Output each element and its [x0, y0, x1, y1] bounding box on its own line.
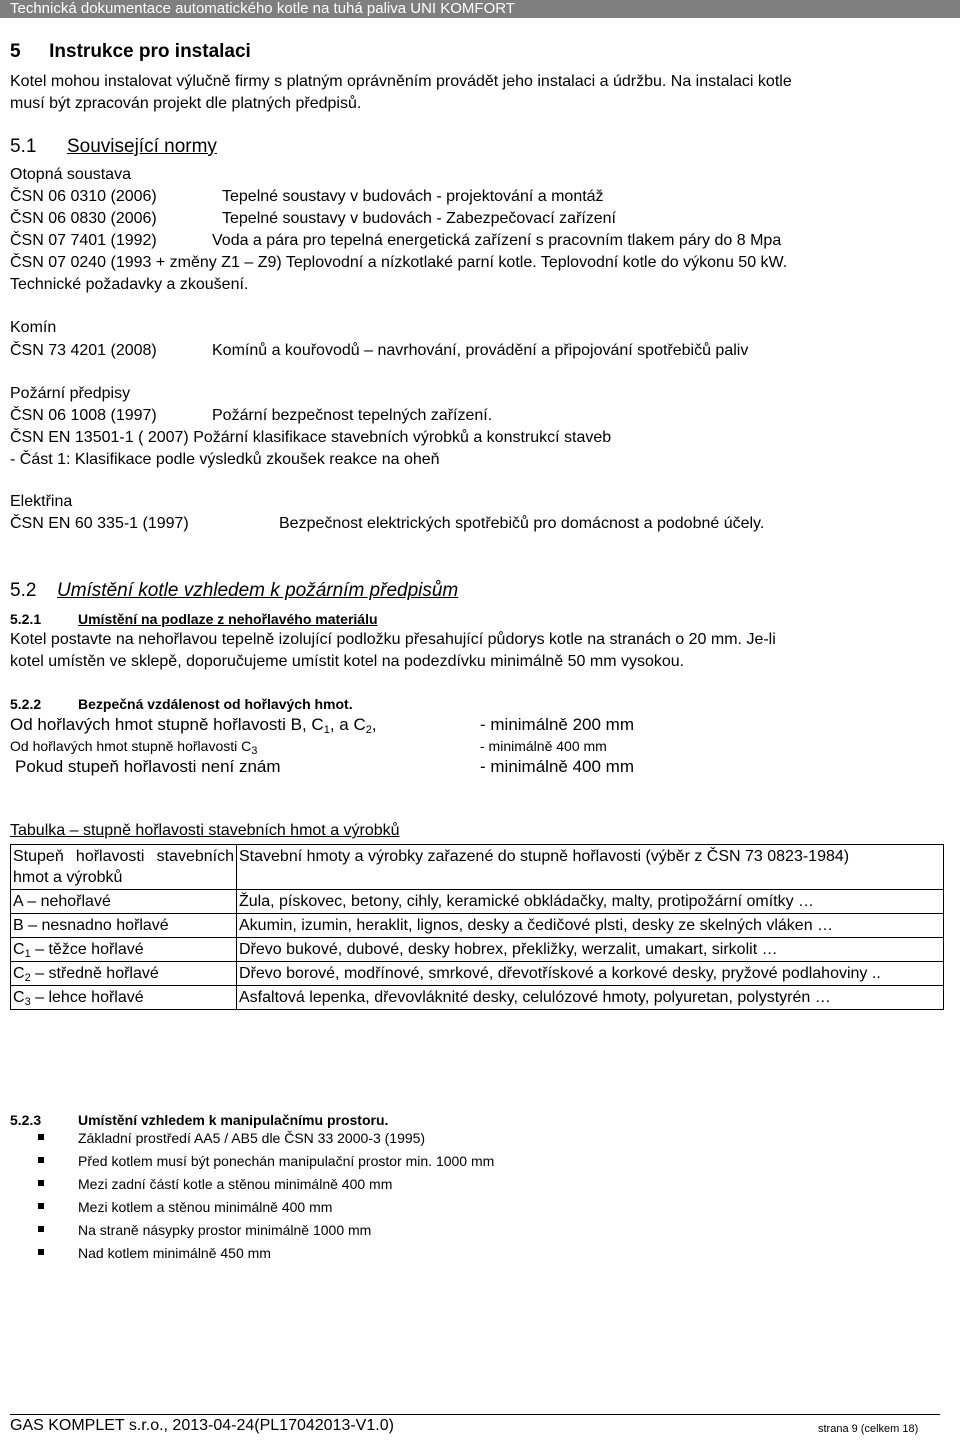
norm-desc: Tepelné soustavy v budovách - Zabezpečovací zařízení	[222, 210, 616, 227]
list-item: Mezi zadní částí kotle a stěnou minimálně 400 mm	[78, 1176, 393, 1192]
table-header-row	[11, 845, 944, 890]
norm-row	[10, 231, 781, 251]
section-5-2-1-title: Umístění na podlaze z nehořlavého materiálu	[78, 611, 378, 627]
grade-text: – lehce hořlavé	[30, 989, 144, 1006]
list-item: Nad kotlem minimálně 450 mm	[78, 1245, 271, 1261]
section-5-2-3-number: 5.2.3	[10, 1112, 42, 1128]
section-5-para-line2: musí být zpracován projekt dle platných předpisů.	[10, 95, 362, 112]
footer-page-number: strana 9 (celkem 18)	[818, 1423, 919, 1435]
section-5-2-2-title: Bezpečná vzdálenost od hořlavých hmot.	[78, 696, 353, 712]
square-bullet-icon	[38, 1134, 44, 1140]
grade-cell	[11, 938, 237, 962]
footer-company: GAS KOMPLET s.r.o., 2013-04-24(PL17042013-V1.0)	[10, 1417, 394, 1434]
flammability-table	[10, 844, 944, 1010]
distance-text: , a C	[329, 715, 366, 734]
grade-cell	[11, 986, 237, 1010]
norm-desc: Požární bezpečnost tepelných zařízení.	[212, 407, 493, 424]
norm-code: ČSN 07 7401 (1992)	[10, 232, 157, 249]
section-5-2-1-number: 5.2.1	[10, 611, 42, 627]
norm-code: ČSN 06 0310 (2006)	[10, 188, 157, 205]
grade-cell: B – nesnadno hořlavé	[11, 914, 237, 938]
subscript: 2	[365, 724, 372, 736]
section-5-1-heading	[10, 135, 217, 159]
table-row	[11, 986, 944, 1010]
section-5-heading	[10, 40, 251, 64]
grade-letter: C	[13, 989, 25, 1006]
norm-desc: Komínů a kouřovodů – navrhování, provádění a připojování spotřebičů paliv	[212, 342, 749, 359]
table-header-materials: Stavební hmoty a výrobky zařazené do stupně hořlavosti (výběr z ČSN 73 0823-1984)	[237, 845, 944, 890]
distance-row-3: Pokud stupeň hořlavosti není znám	[15, 757, 281, 776]
materials-cell: Žula, pískovec, betony, cihly, keramické obkládačky, malty, protipožární omítky …	[237, 890, 944, 914]
s521-line2: kotel umístěn ve sklepě, doporučujeme umístit kotel na podezdívku minimálně 50 mm vysokou.	[10, 653, 685, 670]
section-5-2-1-heading	[10, 610, 378, 628]
elektrina-label: Elektřina	[10, 493, 73, 510]
section-5-2-3-title: Umístění vzhledem k manipulačnímu prostoru.	[78, 1112, 389, 1128]
section-5-1-title: Související normy	[66, 136, 217, 157]
square-bullet-icon	[38, 1180, 44, 1186]
norm-row	[10, 209, 616, 229]
section-5-title: Instrukce pro instalaci	[49, 41, 251, 62]
elektrina-row	[10, 514, 764, 534]
materials-cell: Dřevo bukové, dubové, desky hobrex, překližky, werzalit, umakart, sirkolit …	[237, 938, 944, 962]
norm-row	[10, 187, 604, 207]
distance-row-2	[10, 737, 257, 755]
table-row	[11, 890, 944, 914]
pozarni-row	[10, 406, 492, 426]
subscript: 3	[24, 996, 31, 1008]
section-5-2-2-heading	[10, 695, 353, 713]
en13501-line2: - Část 1: Klasifikace podle výsledků zkoušek reakce na oheň	[10, 451, 440, 468]
table-row	[11, 938, 944, 962]
table-row	[11, 962, 944, 986]
distance-value-3: - minimálně 400 mm	[480, 757, 634, 776]
distance-text: Od hořlavých hmot stupně hořlavosti B, C	[10, 715, 324, 734]
materials-cell: Asfaltová lepenka, dřevovláknité desky, celulózové hmoty, polyuretan, polystyrén …	[237, 986, 944, 1010]
grade-text: – středně hořlavé	[30, 965, 159, 982]
grade-cell	[11, 962, 237, 986]
table-caption: Tabulka – stupně hořlavosti stavebních hmot a výrobků	[10, 822, 400, 839]
section-5-2-3-heading	[10, 1111, 388, 1129]
norm-code: ČSN 06 1008 (1997)	[10, 407, 157, 424]
section-5-1-number: 5.1	[10, 136, 37, 157]
norm-code: ČSN 06 0830 (2006)	[10, 210, 157, 227]
section-5-2-number: 5.2	[10, 580, 37, 601]
distance-value-1: - minimálně 200 mm	[480, 715, 634, 734]
square-bullet-icon	[38, 1157, 44, 1163]
distance-row-1	[10, 714, 377, 735]
square-bullet-icon	[38, 1249, 44, 1255]
norm-code: ČSN EN 60 335-1 (1997)	[10, 515, 189, 532]
otopna-label: Otopná soustava	[10, 166, 131, 183]
norm-desc: Bezpečnost elektrických spotřebičů pro domácnost a podobné účely.	[279, 515, 765, 532]
table-header-grade: Stupeň hořlavosti stavebních hmot a výrobků	[11, 845, 237, 890]
list-item: Před kotlem musí být ponechán manipulační prostor min. 1000 mm	[78, 1153, 495, 1169]
materials-cell: Akumin, izumin, heraklit, lignos, desky a čedičové plsti, desky ze skelných vláken …	[237, 914, 944, 938]
list-item: Na straně násypky prostor minimálně 1000 mm	[78, 1222, 372, 1238]
materials-cell: Dřevo borové, modřínové, smrkové, dřevotřískové a korkové desky, pryžové podlahoviny ..	[237, 962, 944, 986]
subscript: 2	[24, 972, 31, 984]
norm-desc: Voda a pára pro tepelná energetická zařízení s pracovním tlakem páry do 8 Mpa	[212, 232, 782, 249]
section-5-2-heading	[10, 579, 458, 603]
norm-code: ČSN 73 4201 (2008)	[10, 342, 157, 359]
norm-desc: Tepelné soustavy v budovách - projektování a montáž	[222, 188, 604, 205]
en13501-line1: ČSN EN 13501-1 ( 2007) Požární klasifikace stavebních výrobků a konstrukcí staveb	[10, 429, 612, 446]
subscript: 1	[323, 724, 330, 736]
komin-row	[10, 341, 748, 361]
pozarni-label: Požární předpisy	[10, 385, 131, 402]
grade-text: – těžce hořlavé	[30, 941, 144, 958]
norm-0240-line1: ČSN 07 0240 (1993 + změny Z1 – Z9) Teplovodní a nízkotlaké parní kotle. Teplovodní kotle do výkonu 50 kW.	[10, 254, 788, 271]
grade-letter: C	[13, 941, 25, 958]
table-row	[11, 914, 944, 938]
subscript: 1	[24, 948, 31, 960]
grade-cell: A – nehořlavé	[11, 890, 237, 914]
square-bullet-icon	[38, 1226, 44, 1232]
norm-0240-line2: Technické požadavky a zkoušení.	[10, 276, 249, 293]
running-header: Technická dokumentace automatického kotle na tuhá paliva UNI KOMFORT	[0, 0, 960, 18]
section-5-number: 5	[10, 41, 21, 62]
distance-value-2: - minimálně 400 mm	[480, 738, 607, 754]
section-5-para-line1: Kotel mohou instalovat výlučně firmy s platným oprávněním provádět jeho instalaci a údržbu. Na instalaci kotle	[10, 73, 792, 90]
distance-text: ,	[371, 715, 377, 734]
list-item: Základní prostředí AA5 / AB5 dle ČSN 33 2000-3 (1995)	[78, 1130, 426, 1146]
section-5-2-2-number: 5.2.2	[10, 696, 42, 712]
section-5-2-title: Umístění kotle vzhledem k požárním předpisům	[56, 580, 459, 601]
list-item: Mezi kotlem a stěnou minimálně 400 mm	[78, 1199, 333, 1215]
subscript: 3	[251, 745, 258, 757]
s521-line1: Kotel postavte na nehořlavou tepelně izolující podložku přesahující půdorys kotle na stranách o 20 mm. Je-li	[10, 631, 776, 648]
footer-divider	[10, 1414, 940, 1415]
komin-label: Komín	[10, 319, 57, 336]
grade-letter: C	[13, 965, 25, 982]
distance-text: Od hořlavých hmot stupně hořlavosti C	[10, 738, 252, 754]
square-bullet-icon	[38, 1203, 44, 1209]
